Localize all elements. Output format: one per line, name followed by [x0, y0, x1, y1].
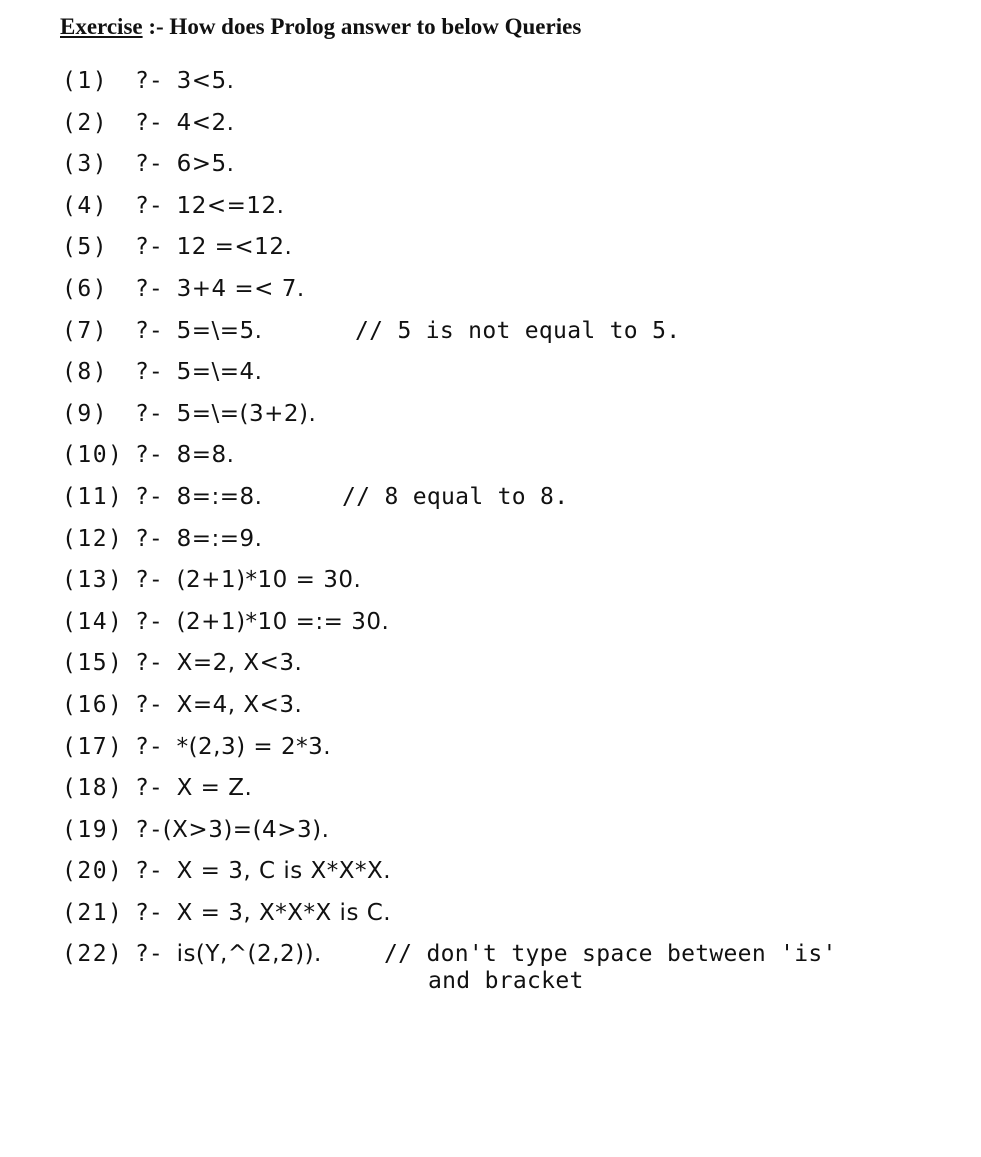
- query-number: (6): [62, 275, 109, 302]
- query-number: (19): [62, 816, 124, 843]
- query-prompt: ?-: [135, 775, 163, 802]
- query-item: [62, 106, 391, 148]
- query-prompt: ?-: [135, 192, 163, 219]
- query-number: (9): [62, 400, 109, 427]
- query-expression: 3<5.: [176, 68, 235, 94]
- query-number: (16): [62, 691, 124, 718]
- query-prompt: ?-: [135, 483, 163, 510]
- query-number: (11): [62, 483, 124, 510]
- query-expression: X = Z.: [176, 775, 253, 802]
- query-number: (14): [62, 608, 124, 635]
- query-item: [62, 438, 391, 480]
- query-number: (4): [62, 192, 109, 219]
- query-item: [62, 605, 391, 647]
- query-expression: 8=:=8.: [176, 483, 263, 510]
- query-list: [62, 64, 837, 995]
- query-prompt: ?-: [135, 650, 163, 677]
- query-number: (7): [62, 317, 109, 344]
- query-expression: 5=\=(3+2).: [176, 400, 317, 427]
- query-item: [62, 355, 391, 397]
- query-item: [62, 64, 391, 106]
- query-prompt: ?-: [135, 109, 163, 136]
- query-item: [62, 397, 391, 439]
- query-item: [62, 896, 391, 938]
- query-expression: 8=:=9.: [176, 525, 263, 552]
- query-expression: X=4, X<3.: [176, 691, 303, 718]
- query-prompt: ?-: [135, 858, 163, 885]
- query-expression: *(2,3) = 2*3.: [176, 733, 332, 760]
- query-number: (2): [62, 109, 109, 136]
- query-prompt: ?-: [135, 442, 163, 469]
- query-expression: 5=\=4.: [176, 359, 263, 386]
- query-expression: 12 =<12.: [176, 234, 293, 261]
- query-item: [62, 272, 391, 314]
- query-item: [62, 854, 391, 896]
- exercise-heading: [60, 12, 581, 42]
- query-prompt: ?-: [135, 899, 163, 926]
- query-item: [62, 813, 391, 855]
- query-item: [62, 730, 391, 772]
- query-number: (15): [62, 650, 124, 677]
- query-prompt: ?-: [135, 567, 163, 594]
- query-number: (17): [62, 733, 124, 760]
- query-number: (22): [62, 941, 124, 968]
- query-item: [62, 646, 391, 688]
- exercise-title: :- How does Prolog answer to below Queries: [142, 14, 582, 39]
- query-prompt: ?-: [135, 359, 163, 386]
- query-number: (10): [62, 442, 124, 469]
- query-comment: // 8 equal to 8.: [342, 483, 569, 510]
- query-expression: X = 3, X*X*X is C.: [176, 899, 392, 926]
- query-expression: is(Y,^(2,2)).: [176, 941, 322, 968]
- query-expression: 3+4 =< 7.: [176, 275, 305, 302]
- query-prompt: ?-: [135, 816, 163, 843]
- query-comment-line-2: and bracket: [428, 968, 584, 995]
- query-prompt: ?-: [135, 317, 163, 344]
- query-number: (21): [62, 899, 124, 926]
- query-prompt: ?-: [135, 608, 163, 635]
- query-item: [62, 230, 391, 272]
- query-prompt: ?-: [135, 151, 163, 178]
- query-item: [62, 480, 569, 522]
- query-number: (12): [62, 525, 124, 552]
- query-prompt: ?-: [135, 691, 163, 718]
- query-item: [62, 937, 837, 995]
- query-item: [62, 189, 391, 231]
- query-number: (18): [62, 775, 124, 802]
- exercise-label: Exercise: [60, 14, 143, 39]
- query-prompt: ?-: [135, 941, 163, 968]
- query-expression: (2+1)*10 = 30.: [176, 567, 362, 594]
- query-number: (3): [62, 151, 109, 178]
- query-expression: 6>5.: [176, 151, 235, 178]
- query-number: (8): [62, 359, 109, 386]
- query-item: [62, 314, 681, 356]
- query-item: [62, 522, 391, 564]
- query-number: (1): [62, 68, 109, 94]
- query-item: [62, 771, 391, 813]
- query-prompt: ?-: [135, 400, 163, 427]
- query-prompt: ?-: [135, 234, 163, 261]
- query-item: [62, 563, 391, 605]
- query-prompt: ?-: [135, 733, 163, 760]
- query-expression: (2+1)*10 =:= 30.: [176, 608, 390, 635]
- query-number: (20): [62, 858, 124, 885]
- query-prompt: ?-: [135, 68, 163, 94]
- query-item: [62, 147, 391, 189]
- query-expression: X = 3, C is X*X*X.: [176, 858, 392, 885]
- query-comment-line-1: // don't type space between 'is': [384, 941, 837, 968]
- query-expression: 12<=12.: [176, 192, 285, 219]
- query-number: (13): [62, 567, 124, 594]
- query-prompt: ?-: [135, 525, 163, 552]
- query-expression: 8=8.: [176, 442, 235, 469]
- query-expression: 4<2.: [176, 109, 235, 136]
- query-prompt: ?-: [135, 275, 163, 302]
- query-expression: X=2, X<3.: [176, 650, 303, 677]
- query-comment: [384, 941, 837, 995]
- query-comment: // 5 is not equal to 5.: [355, 317, 681, 344]
- query-number: (5): [62, 234, 109, 261]
- query-expression: 5=\=5.: [176, 317, 263, 344]
- query-expression: (X>3)=(4>3).: [162, 816, 330, 843]
- query-item: [62, 688, 391, 730]
